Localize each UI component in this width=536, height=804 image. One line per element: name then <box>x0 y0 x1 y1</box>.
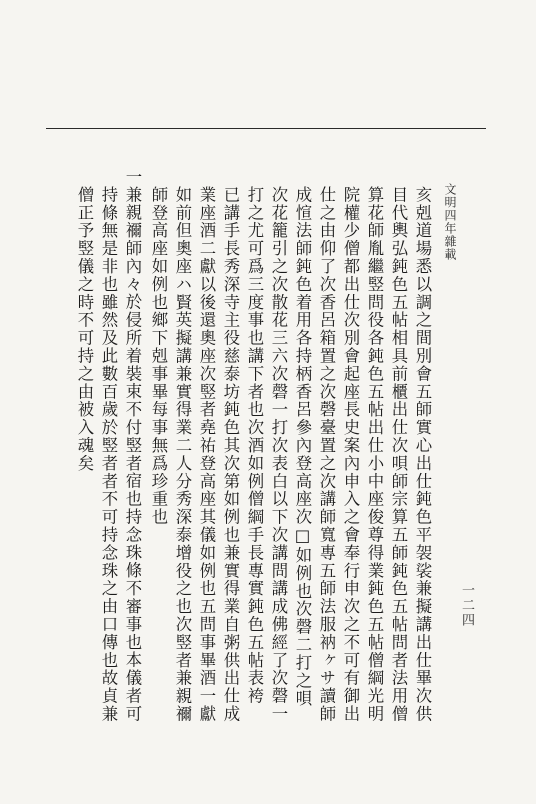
text-column-9: 已講手長秀深寺主役慈泰坊鈍色其次第如例也兼實得業自粥供出仕成 <box>221 186 240 723</box>
text-column-1: 亥剋道場悉以調之間別會五師實心出仕鈍色平袈裟兼擬講出仕畢次供 <box>413 186 432 723</box>
text-column-6: 成愃法師鈍色着用各持柄香呂參內登高座次□如例也次磬二打之唄 <box>293 186 312 708</box>
running-head: 文明四年雜載 <box>443 183 457 261</box>
text-column-3: 算花師胤繼竪問役各鈍色五帖出仕小中座俊尊得業鈍色五帖僧綱光明 <box>365 186 384 723</box>
text-column-4: 院權少僧都出仕次別會起座長史案內申入之會奉行申次之不可有御出 <box>341 186 360 723</box>
text-column-15: 僧正予竪儀之時不可持之由被入魂矣 <box>75 186 94 473</box>
header-rule <box>46 128 486 129</box>
text-column-5: 仕之由仰了次香呂箱置之次磬臺置之次講師寬專五師法服衲ヶサ讀師 <box>317 186 336 723</box>
text-column-13: 一兼親禰師內々於侵所着裝束不付竪者宿也持念珠條不審事也本儀者可 <box>123 168 142 723</box>
page-number: 一二四 <box>459 583 474 628</box>
text-column-14: 持條無是非也雖然及此數百歲於竪者者不可持念珠之由口傳也故貞兼 <box>99 186 118 723</box>
text-column-11: 如前但奧座ハ賢英擬講兼實得業二人分秀深泰增役之也次竪者兼親禰 <box>173 186 192 723</box>
text-column-10: 業座酒二獻以後還奧座次竪者堯祐登高座其儀如例也五問事畢酒一獻 <box>197 186 216 723</box>
text-column-12: 師登高座如例也鄉下剋事畢每事無爲珍重也 <box>149 186 168 527</box>
text-column-2: 目代輿弘鈍色五帖相具前櫃出仕次唄師宗算五師鈍色五帖問者法用僧 <box>389 186 408 723</box>
text-column-7: 次花籠引之次散花三六次磬一打次表白以下次講問講成佛經了次磬一 <box>269 186 288 723</box>
text-column-8: 打之尤可爲三度事也講下者也次酒如例僧綱手長專實鈍色五帖表袴 <box>245 186 264 706</box>
